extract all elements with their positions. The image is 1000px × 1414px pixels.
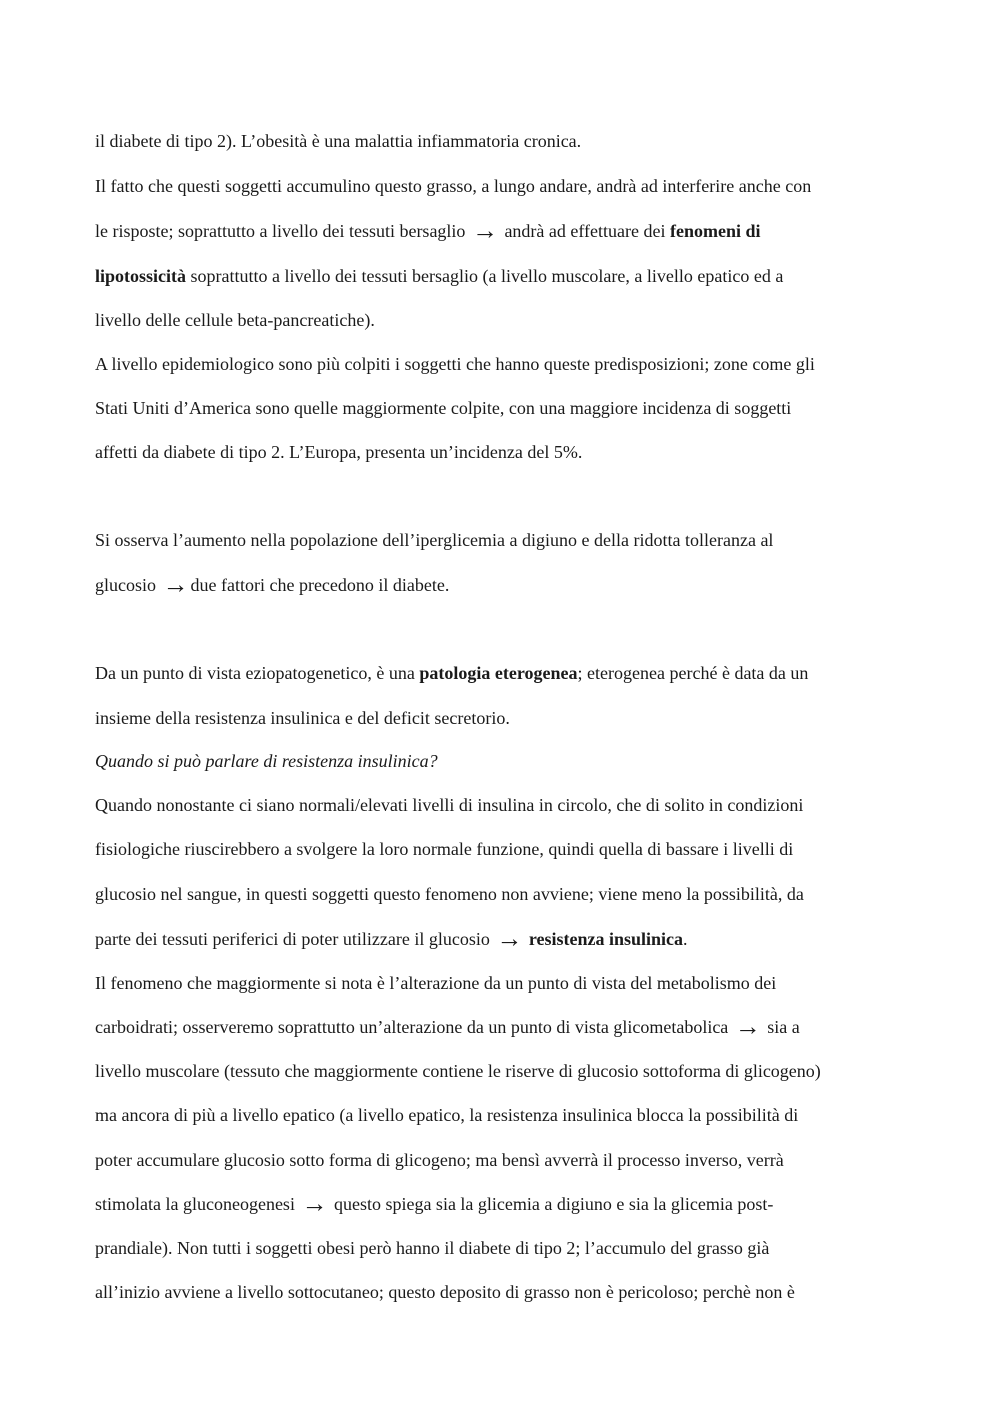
text-line bbox=[95, 570, 450, 599]
text-span: sia a bbox=[767, 1017, 800, 1037]
text-span: il diabete di tipo 2). L’obesità è una malattia infiammatoria cronica. bbox=[95, 131, 582, 151]
text-line bbox=[95, 1104, 798, 1126]
bold-term: fenomeni di bbox=[670, 221, 761, 241]
text-span: soprattutto a livello dei tessuti bersaglio (a livello muscolare, a livello epatico ed a bbox=[190, 266, 784, 286]
text-line bbox=[95, 441, 582, 463]
text-span: le risposte; soprattutto a livello dei tessuti bersaglio bbox=[95, 221, 466, 241]
text-span: ; eterogenea perché è data da un bbox=[577, 663, 809, 683]
text-line bbox=[95, 130, 581, 152]
text-span: prandiale). Non tutti i soggetti obesi però hanno il diabete di tipo 2; l’accumulo del grasso già bbox=[95, 1238, 770, 1258]
arrow-right-icon: → bbox=[496, 924, 523, 953]
text-span: . bbox=[683, 929, 688, 949]
text-span: Da un punto di vista eziopatogenetico, è una bbox=[95, 663, 415, 683]
text-line bbox=[95, 265, 783, 287]
text-span: livello muscolare (tessuto che maggiormente contiene le riserve di glucosio sottoforma di glicogeno) bbox=[95, 1061, 821, 1081]
text-line bbox=[95, 309, 375, 331]
text-line bbox=[95, 1281, 795, 1303]
arrow-right-icon: → bbox=[301, 1189, 328, 1218]
text-span: carboidrati; osserveremo soprattutto un’alterazione da un punto di vista glicometabolica bbox=[95, 1017, 729, 1037]
text-line bbox=[95, 1012, 800, 1041]
text-span: poter accumulare glucosio sotto forma di glicogeno; ma bensì avverrà il processo inverso, verrà bbox=[95, 1150, 784, 1170]
text-line bbox=[95, 972, 776, 994]
arrow-right-icon: → bbox=[734, 1012, 761, 1041]
text-line bbox=[95, 1149, 784, 1171]
text-line bbox=[95, 750, 438, 772]
text-line bbox=[95, 175, 811, 197]
text-line bbox=[95, 707, 510, 729]
text-line bbox=[95, 883, 804, 905]
text-line bbox=[95, 794, 803, 816]
text-line bbox=[95, 353, 815, 375]
arrow-right-icon: → bbox=[471, 216, 498, 245]
text-span: stimolata la gluconeogenesi bbox=[95, 1194, 295, 1214]
text-span: parte dei tessuti periferici di poter utilizzare il glucosio bbox=[95, 929, 490, 949]
text-line bbox=[95, 1237, 769, 1259]
text-span: Il fatto che questi soggetti accumulino questo grasso, a lungo andare, andrà ad interferire anche con bbox=[95, 176, 812, 196]
text-span: glucosio nel sangue, in questi soggetti questo fenomeno non avviene; viene meno la possibilità, da bbox=[95, 884, 804, 904]
text-line bbox=[95, 397, 791, 419]
text-line bbox=[95, 662, 808, 684]
text-span: affetti da diabete di tipo 2. L’Europa, presenta un’incidenza del 5%. bbox=[95, 442, 583, 462]
italic-question: Quando si può parlare di resistenza insulinica? bbox=[95, 751, 438, 771]
text-span: Stati Uniti d’America sono quelle maggiormente colpite, con una maggiore incidenza di soggetti bbox=[95, 398, 792, 418]
text-span: insieme della resistenza insulinica e del deficit secretorio. bbox=[95, 708, 510, 728]
text-line bbox=[95, 1060, 821, 1082]
text-line bbox=[95, 529, 773, 551]
text-span: A livello epidemiologico sono più colpiti i soggetti che hanno queste predisposizioni; zone come gli bbox=[95, 354, 815, 374]
text-line bbox=[95, 924, 688, 953]
text-span: fisiologiche riuscirebbero a svolgere la loro normale funzione, quindi quella di bassare i livelli di bbox=[95, 839, 794, 859]
arrow-right-icon: → bbox=[162, 570, 189, 599]
text-span: questo spiega sia la glicemia a digiuno e sia la glicemia post- bbox=[333, 1194, 774, 1214]
text-line bbox=[95, 838, 793, 860]
text-line bbox=[95, 1189, 774, 1218]
text-span: Quando nonostante ci siano normali/elevati livelli di insulina in circolo, che di solito in condizioni bbox=[95, 795, 804, 815]
bold-term: lipotossicità bbox=[95, 266, 187, 286]
text-span: all’inizio avviene a livello sottocutaneo; questo deposito di grasso non è pericoloso; perchè non è bbox=[95, 1282, 795, 1302]
bold-term: patologia eterogenea bbox=[419, 663, 578, 683]
text-span: andrà ad effettuare dei bbox=[504, 221, 666, 241]
bold-term: resistenza insulinica bbox=[528, 929, 684, 949]
text-span: due fattori che precedono il diabete. bbox=[190, 575, 450, 595]
text-span: Il fenomeno che maggiormente si nota è l’alterazione da un punto di vista del metabolismo dei bbox=[95, 973, 777, 993]
text-span: ma ancora di più a livello epatico (a livello epatico, la resistenza insulinica blocca la possibilità di bbox=[95, 1105, 799, 1125]
text-span: Si osserva l’aumento nella popolazione dell’iperglicemia a digiuno e della ridotta tolleranza al bbox=[95, 530, 774, 550]
text-span: glucosio bbox=[95, 575, 156, 595]
text-span: livello delle cellule beta-pancreatiche). bbox=[95, 310, 375, 330]
text-line bbox=[95, 216, 761, 245]
